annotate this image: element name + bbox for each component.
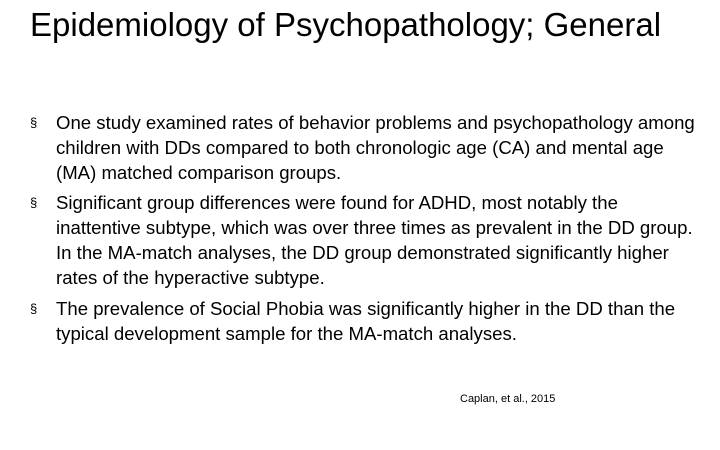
bullet-icon: § (30, 115, 38, 130)
bullet-item (30, 190, 698, 290)
bullet-icon: § (30, 301, 38, 316)
bullet-text: The prevalence of Social Phobia was significantly higher in the DD than the typical development sample for the MA-match analyses. (56, 298, 676, 344)
citation: Caplan, et al., 2015 (460, 393, 556, 405)
bullet-icon: § (30, 195, 38, 210)
bullet-item (30, 110, 698, 185)
slide-title: Epidemiology of Psychopathology; General (30, 6, 662, 43)
bullet-item (30, 296, 698, 346)
bullet-text: Significant group differences were found for ADHD, most notably the inattentive subtype, which was over three times as prevalent in the DD group. In the MA-match analyses, the DD group demonstrated significantly higher rates of the hyperactive subtype. (56, 192, 693, 288)
bullet-text: One study examined rates of behavior problems and psychopathology among children with DDs compared to both chronologic age (CA) and mental age (MA) matched comparison groups. (56, 112, 695, 183)
bullet-list (30, 110, 698, 351)
